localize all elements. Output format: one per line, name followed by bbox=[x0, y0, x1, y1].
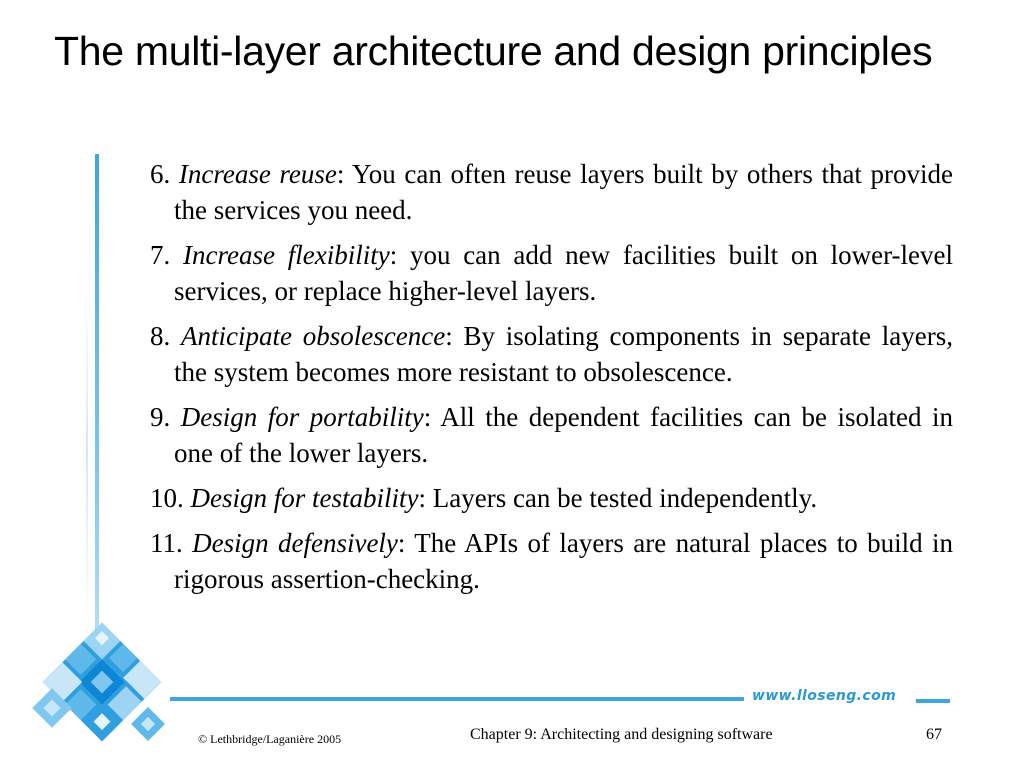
item-text: : By isolating components in separate layers, the system becomes more resistant to obsolescence. bbox=[174, 321, 954, 387]
principles-list bbox=[150, 156, 953, 606]
item-number: 6. bbox=[150, 159, 171, 189]
item-number: 8. bbox=[150, 321, 171, 351]
list-item bbox=[150, 480, 953, 516]
slide-title: The multi-layer architecture and design principles bbox=[54, 28, 933, 74]
footer-accent-bar-right bbox=[916, 699, 950, 703]
chapter-title: Chapter 9: Architecting and designing software bbox=[470, 726, 773, 743]
item-text: : You can often reuse layers built by others that provide the services you need. bbox=[174, 159, 954, 225]
item-number: 9. bbox=[150, 402, 171, 432]
list-item bbox=[150, 156, 953, 228]
item-number: 10. bbox=[150, 483, 184, 513]
copyright-notice: © Lethbridge/Laganière 2005 bbox=[198, 732, 342, 746]
item-term: Design defensively bbox=[192, 528, 398, 558]
list-item bbox=[150, 399, 953, 471]
list-item bbox=[150, 318, 953, 390]
item-term: Design for portability bbox=[180, 402, 424, 432]
item-term: Design for testability bbox=[190, 483, 419, 513]
item-term: Increase flexibility bbox=[183, 240, 390, 270]
page-number: 67 bbox=[926, 726, 942, 743]
item-term: Anticipate obsolescence bbox=[181, 321, 446, 351]
item-number: 11. bbox=[150, 528, 183, 558]
mosaic-logo-icon bbox=[30, 612, 180, 752]
item-text: : you can add new facilities built on lower-level services, or replace higher-level layers. bbox=[174, 240, 954, 306]
list-item bbox=[150, 525, 953, 597]
decorative-accent-line-light bbox=[86, 290, 88, 620]
website-url: www.lloseng.com bbox=[752, 688, 897, 704]
decorative-vertical-line bbox=[95, 154, 99, 654]
list-item bbox=[150, 237, 953, 309]
item-text: : Layers can be tested independently. bbox=[418, 483, 818, 513]
footer-accent-bar-left bbox=[170, 697, 744, 701]
item-term: Increase reuse bbox=[178, 159, 337, 189]
item-text: : The APIs of layers are natural places to build in rigorous assertion-checking. bbox=[174, 528, 953, 594]
item-number: 7. bbox=[150, 240, 171, 270]
item-text: : All the dependent facilities can be isolated in one of the lower layers. bbox=[174, 402, 954, 468]
